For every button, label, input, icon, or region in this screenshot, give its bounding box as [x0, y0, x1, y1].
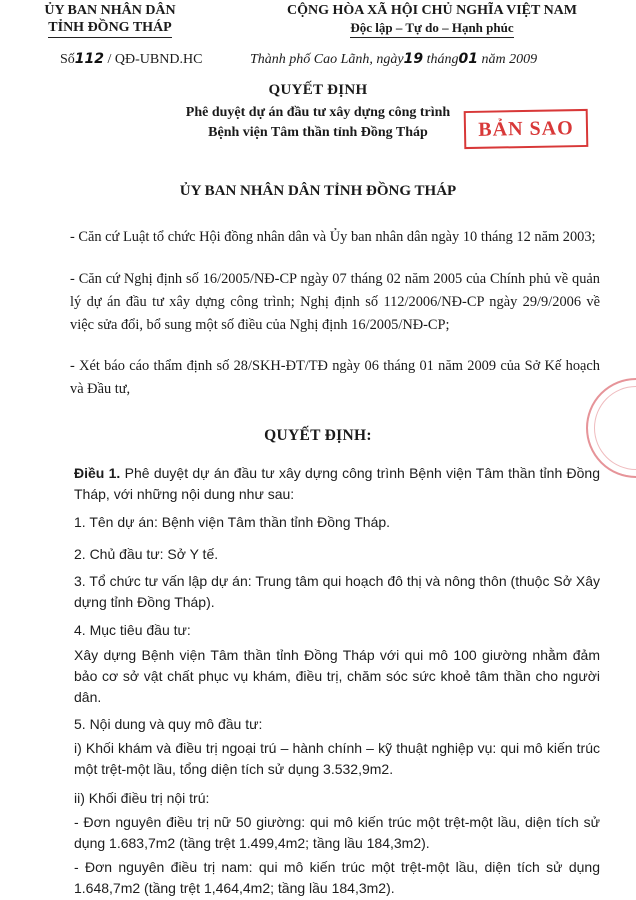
subtitle-line1: Phê duyệt dự án đầu tư xây dựng công trình: [185, 105, 451, 120]
subtitle-line2: Bệnh viện Tâm thần tỉnh Đồng Tháp: [208, 125, 428, 140]
item-3: 3. Tổ chức tư vấn lập dự án: Trung tâm qui hoạch đô thị và nông thôn (thuộc Sở Xây dựng tỉnh Đồng Tháp).: [74, 573, 600, 610]
doc-number-prefix: Số: [60, 52, 75, 67]
preamble-item-1: - Căn cứ Luật tổ chức Hội đồng nhân dân và Ủy ban nhân dân ngày 10 tháng 12 năm 2003;: [70, 229, 596, 245]
document-title: QUYẾT ĐỊNH: [268, 82, 368, 98]
doc-number-suffix: / QĐ-UBND.HC: [104, 52, 203, 67]
article-1-text: Phê duyệt dự án đầu tư xây dựng công trình Bệnh viện Tâm thần tỉnh Đồng Tháp, với những nội dung như sau:: [74, 465, 601, 502]
item-4-text: Xây dựng Bệnh viện Tâm thần tỉnh Đồng Tháp với qui mô 100 giường nhằm đảm bảo cơ sở vật chất phục vụ khám, điều trị, chăm sóc sức khoẻ tâm thần cho người dân.: [74, 647, 600, 705]
date-line: [250, 51, 537, 68]
item-1: 1. Tên dự án: Bệnh viện Tâm thần tỉnh Đồng Tháp.: [74, 514, 391, 530]
preamble-item-2: - Căn cứ Nghị định số 16/2005/NĐ-CP ngày 07 tháng 02 năm 2005 của Chính phủ về quản lý dự án đầu tư xây dựng công trình; Nghị định số 112/2006/NĐ-CP ngày 29/9/2006 về việc sửa đổi, bổ sung một số điều của Nghị định 16/2005/NĐ-CP;: [70, 271, 600, 333]
item-5-ii: ii) Khối điều trị nội trú:: [74, 790, 210, 806]
preamble-item-3: - Xét báo cáo thẩm định số 28/SKH-ĐT/TĐ ngày 06 tháng 01 năm 2009 của Sở Kế hoạch và Đầu tư,: [70, 358, 600, 397]
article-1-label: Điều 1.: [74, 465, 121, 481]
item-5: 5. Nội dung và quy mô đầu tư:: [74, 716, 263, 732]
issuer-heading: ỦY BAN NHÂN DÂN TỈNH ĐỒNG THÁP: [179, 183, 457, 199]
agency-line1: ỦY BAN NHÂN DÂN: [44, 3, 176, 18]
document-number: [60, 51, 202, 68]
nation-line1: CỘNG HÒA XÃ HỘI CHỦ NGHĨA VIỆT NAM: [286, 3, 577, 18]
item-5-i: i) Khối khám và điều trị ngoại trú – hành chính – kỹ thuật nghiệp vụ: qui mô kiến trúc một trệt-một lầu, tổng diện tích sử dụng 3.532,9m2.: [74, 740, 600, 777]
date-month-handwritten: 01: [458, 51, 478, 67]
date-day-handwritten: 19: [403, 51, 424, 67]
article-1: [40, 463, 600, 505]
date-month-label: tháng: [426, 52, 459, 67]
item-2: 2. Chủ đầu tư: Sở Y tế.: [74, 546, 219, 562]
copy-stamp: BẢN SAO: [464, 109, 589, 149]
national-motto: [232, 2, 632, 38]
doc-number-handwritten: 112: [74, 51, 105, 67]
item-5-ii-female: - Đơn nguyên điều trị nữ 50 giường: qui mô kiến trúc một trệt-một lầu, diện tích sử dụng 1.683,7m2 (tầng trệt 1.499,4m2; tầng lầu 184,3m2).: [74, 814, 600, 851]
date-place: Thành phố Cao Lãnh, ngày: [250, 52, 404, 67]
agency-header: [10, 2, 210, 38]
decision-heading: QUYẾT ĐỊNH:: [264, 427, 372, 444]
agency-line2: TỈNH ĐỒNG THÁP: [48, 19, 171, 38]
date-year: năm 2009: [481, 52, 538, 67]
item-4: 4. Mục tiêu đầu tư:: [74, 622, 191, 638]
item-5-ii-male: - Đơn nguyên điều trị nam: qui mô kiến trúc một trệt-một lầu, diện tích sử dụng 1.648,7m2 (tầng trệt 1,464,4m2; tầng lầu 184,3m2).: [74, 859, 600, 896]
nation-line2: Độc lập – Tự do – Hạnh phúc: [350, 19, 513, 38]
